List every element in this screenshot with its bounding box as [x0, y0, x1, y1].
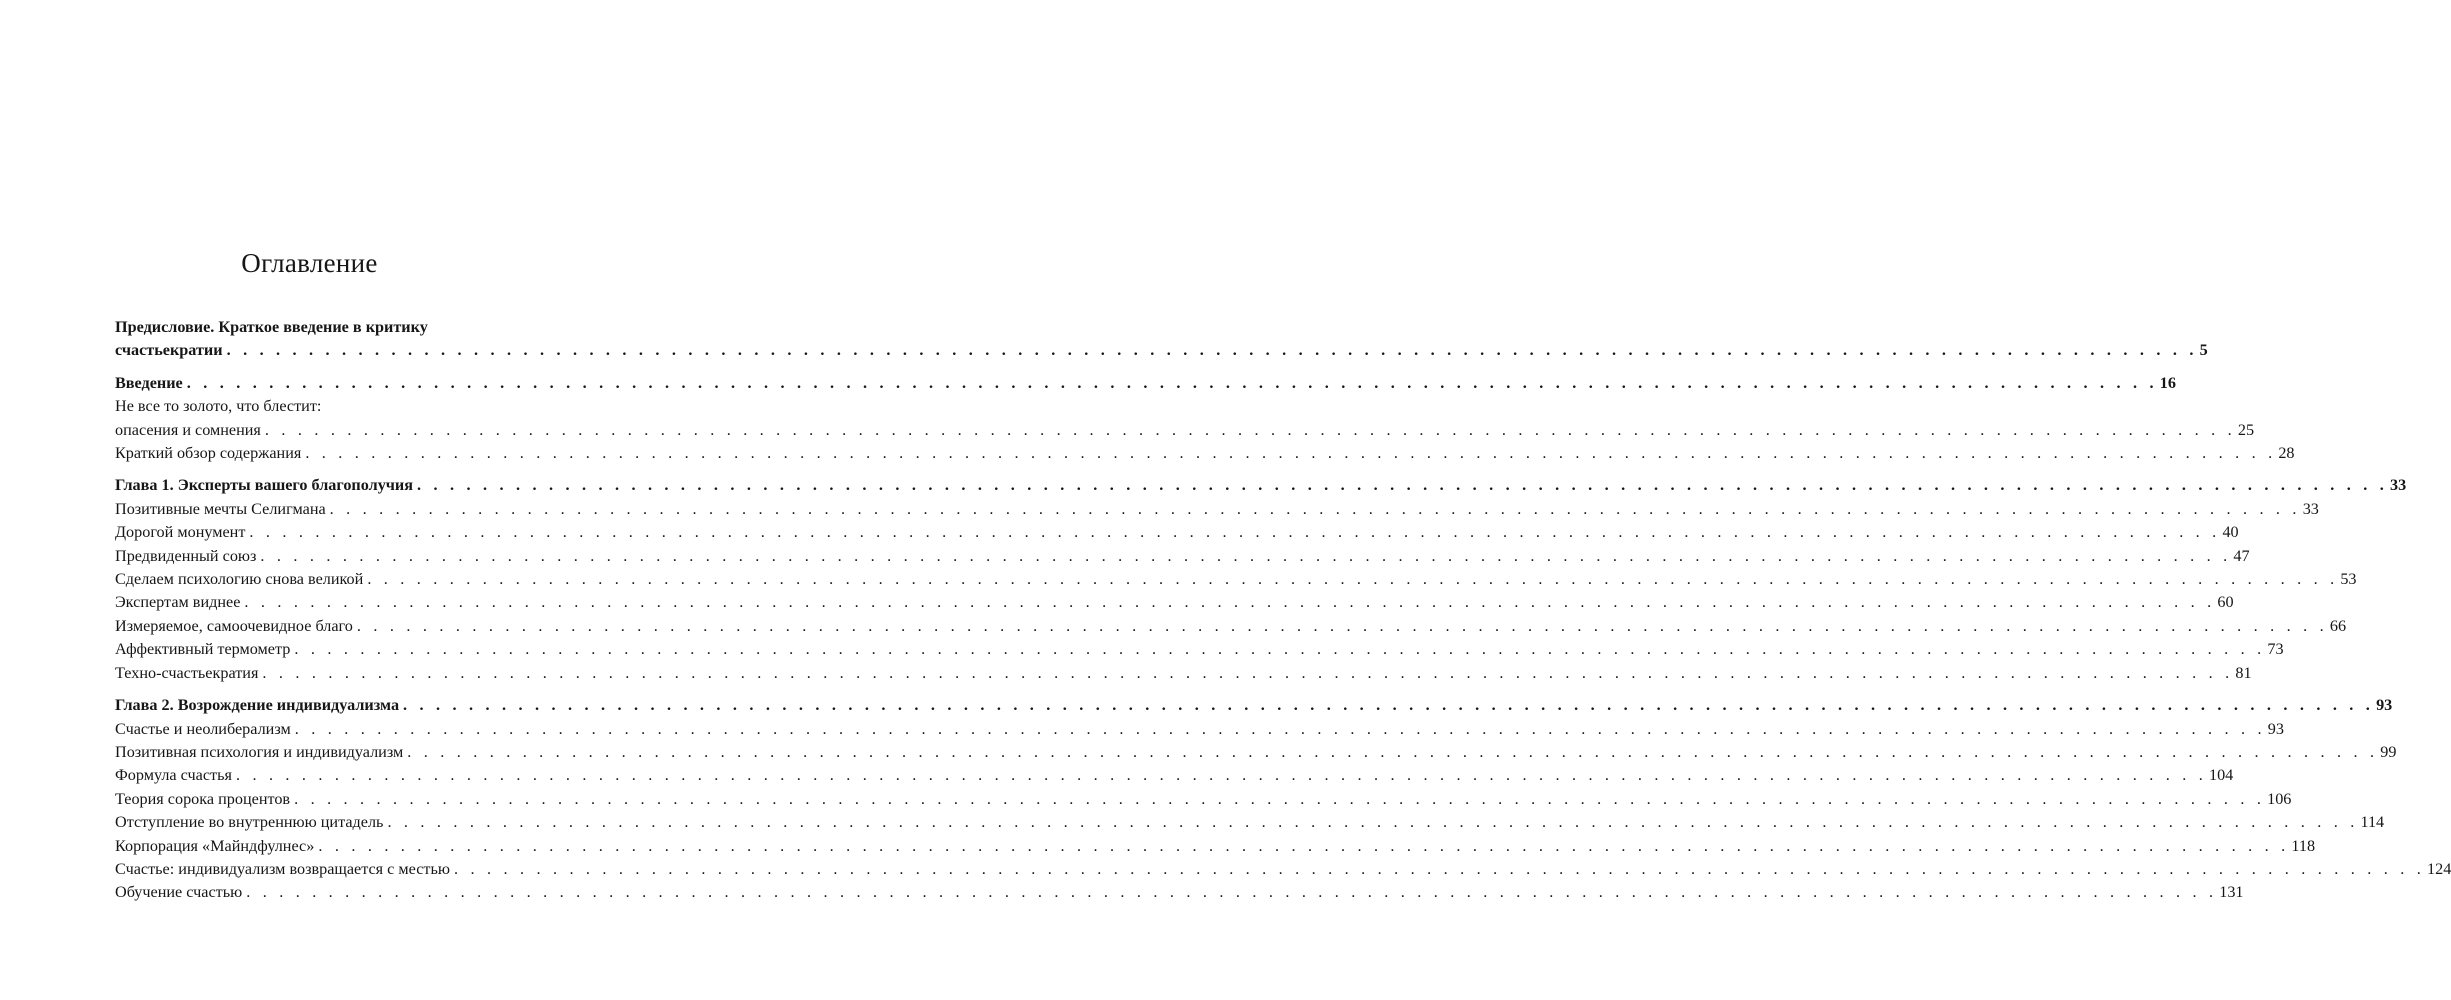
toc-page-number: 99	[2380, 742, 2397, 761]
toc-entry-line	[115, 662, 2252, 685]
toc-page-number: 25	[2237, 420, 2255, 439]
dot-leader: . . . . . . . . . . . . . . . . . . . . . . . . . . . . . . . . . . . . . . . . . . . . . . . . . . . . . . . . . . . . . . . . . . . . . . . . . . . . . . . . . . . . . . . . . . . . . . . . . . . . . . . . . . . . . . . . . . . . . . . .	[246, 883, 2218, 902]
toc-entry-line	[115, 694, 2393, 717]
toc-entry-line	[115, 718, 2284, 741]
toc-page-number: 66	[2329, 616, 2347, 635]
toc-page-number: 73	[2267, 640, 2284, 659]
toc-page-number: 47	[2233, 546, 2250, 565]
toc-page-number: 60	[2217, 593, 2234, 612]
toc-entry-title: Обучение счастью	[115, 883, 243, 902]
toc-entry-title: Не все то золото, что блестит:	[115, 397, 322, 416]
dot-leader: . . . . . . . . . . . . . . . . . . . . . . . . . . . . . . . . . . . . . . . . . . . . . . . . . . . . . . . . . . . . . . . . . . . . . . . . . . . . . . . . . . . . . . . . . . . . . . . . . . . . . . . . . . . . . . . . . . . . . . . .	[226, 341, 2198, 360]
toc-entry	[115, 442, 2295, 465]
toc-entry	[115, 395, 2255, 442]
toc-entry	[115, 591, 2234, 614]
toc-section-entry	[115, 316, 2208, 363]
toc-entry	[115, 741, 2397, 764]
toc-entry-line	[115, 591, 2234, 614]
toc-section-entry	[115, 694, 2393, 717]
toc-page-number: 28	[2278, 444, 2295, 463]
toc-entry-line	[115, 395, 527, 418]
toc-entry-title: Теория сорока процентов	[115, 789, 291, 808]
toc-section-entry	[115, 372, 2176, 395]
dot-leader: . . . . . . . . . . . . . . . . . . . . . . . . . . . . . . . . . . . . . . . . . . . . . . . . . . . . . . . . . . . . . . . . . . . . . . . . . . . . . . . . . . . . . . . . . . . . . . . . . . . . . . . . . . . . . . . . . . . . . . . .	[244, 593, 2216, 612]
toc-entry-title: счастьекратии	[115, 341, 223, 360]
toc-entry-title: Сделаем психологию снова великой	[115, 570, 364, 589]
toc-page-number: 33	[2390, 476, 2407, 495]
toc-entry-title: Позитивные мечты Селигмана	[115, 499, 326, 518]
toc-entry-title: Техно-счастьекратия	[115, 663, 259, 682]
dot-leader: . . . . . . . . . . . . . . . . . . . . . . . . . . . . . . . . . . . . . . . . . . . . . . . . . . . . . . . . . . . . . . . . . . . . . . . . . . . . . . . . . . . . . . . . . . . . . . . . . . . . . . . . . . . . . . . . . . . . . . . .	[453, 859, 2425, 878]
toc-entry-title: Позитивная психология и индивидуализм	[115, 742, 404, 761]
dot-leader: . . . . . . . . . . . . . . . . . . . . . . . . . . . . . . . . . . . . . . . . . . . . . . . . . . . . . . . . . . . . . . . . . . . . . . . . . . . . . . . . . . . . . . . . . . . . . . . . . . . . . . . . . . . . . . . . . . . . . . . .	[403, 696, 2375, 715]
toc-entry	[115, 545, 2250, 568]
toc-entry-line	[115, 811, 2385, 834]
toc-entry-line	[115, 474, 2407, 497]
toc-entry-title: Аффективный термометр	[115, 640, 291, 659]
toc-entry-title: Дорогой монумент	[115, 523, 246, 542]
toc-entry-title: Краткий обзор содержания	[115, 444, 302, 463]
toc-entry	[115, 881, 2244, 904]
toc-page-number: 40	[2222, 523, 2239, 542]
toc-page-number: 16	[2159, 373, 2176, 392]
dot-leader: . . . . . . . . . . . . . . . . . . . . . . . . . . . . . . . . . . . . . . . . . . . . . . . . . . . . . . . . . . . . . . . . . . . . . . . . . . . . . . . . . . . . . . . . . . . . . . . . . . . . . . . . . . . . . . . . . . . . . . . .	[294, 640, 2266, 659]
toc-entry-line	[115, 835, 2316, 858]
toc-entry-title: Формула счастья	[115, 766, 232, 785]
table-of-contents	[115, 316, 2451, 905]
toc-entry-title: Глава 1. Эксперты вашего благополучия	[115, 476, 414, 495]
toc-entry-line	[115, 568, 2357, 591]
toc-entry-line	[115, 881, 2244, 904]
toc-entry-line	[115, 741, 2397, 764]
toc-section-entry	[115, 474, 2407, 497]
toc-entry-line	[115, 521, 2239, 544]
toc-entry-line	[115, 764, 2234, 787]
toc-page-number: 53	[2340, 570, 2357, 589]
toc-entry-line	[115, 419, 2255, 442]
dot-leader: . . . . . . . . . . . . . . . . . . . . . . . . . . . . . . . . . . . . . . . . . . . . . . . . . . . . . . . . . . . . . . . . . . . . . . . . . . . . . . . . . . . . . . . . . . . . . . . . . . . . . . . . . . . . . . . . . . . . . . . .	[407, 742, 2379, 761]
toc-entry-title: опасения и сомнения	[115, 420, 261, 439]
toc-entry-line	[115, 442, 2295, 465]
toc-entry-title: Глава 2. Возрождение индивидуализма	[115, 696, 400, 715]
toc-entry-title: Счастье и неолиберализм	[115, 719, 291, 738]
toc-entry-title: Введение	[115, 373, 183, 392]
dot-leader: . . . . . . . . . . . . . . . . . . . . . . . . . . . . . . . . . . . . . . . . . . . . . . . . . . . . . . . . . . . . . . . . . . . . . . . . . . . . . . . . . . . . . . . . . . . . . . . . . . . . . . . . . . . . . . . . . . . . . . . .	[294, 719, 2266, 738]
toc-page-number: 93	[2267, 719, 2284, 738]
toc-page-number: 124	[2427, 859, 2451, 878]
toc-page-number: 93	[2376, 696, 2393, 715]
page-title: Оглавление	[241, 248, 378, 278]
toc-page-number: 33	[2302, 499, 2319, 518]
toc-page-number: 5	[2199, 341, 2208, 360]
dot-leader: . . . . . . . . . . . . . . . . . . . . . . . . . . . . . . . . . . . . . . . . . . . . . . . . . . . . . . . . . . . . . . . . . . . . . . . . . . . . . . . . . . . . . . . . . . . . . . . . . . . . . . . . . . . . . . . . . . . . . . . .	[387, 813, 2359, 832]
toc-entry-title: Счастье: индивидуализм возвращается с местью	[115, 859, 450, 878]
toc-page-number: 106	[2267, 789, 2292, 808]
toc-entry-title: Предисловие. Краткое введение в критику	[115, 318, 428, 336]
toc-entry	[115, 811, 2385, 834]
toc-entry-line	[115, 615, 2347, 638]
toc-entry-title: Предвиденный союз	[115, 546, 257, 565]
toc-entry-line	[115, 545, 2250, 568]
dot-leader: . . . . . . . . . . . . . . . . . . . . . . . . . . . . . . . . . . . . . . . . . . . . . . . . . . . . . . . . . . . . . . . . . . . . . . . . . . . . . . . . . . . . . . . . . . . . . . . . . . . . . . . . . . . . . . . . . . . . . . . .	[305, 444, 2277, 463]
toc-entry-title: Отступление во внутреннюю цитадель	[115, 813, 384, 832]
toc-entry	[115, 498, 2319, 521]
toc-entry	[115, 638, 2284, 661]
toc-entry-title: Измеряемое, самоочевидное благо	[115, 616, 353, 635]
toc-page-number: 81	[2235, 663, 2252, 682]
toc-entry-title: Корпорация «Майндфулнес»	[115, 836, 315, 855]
toc-entry	[115, 788, 2292, 811]
dot-leader: . . . . . . . . . . . . . . . . . . . . . . . . . . . . . . . . . . . . . . . . . . . . . . . . . . . . . . . . . . . . . . . . . . . . . . . . . . . . . . . . . . . . . . . . . . . . . . . . . . . . . . . . . . . . . . . . . . . . . . . .	[367, 570, 2339, 589]
toc-entry-line	[115, 638, 2284, 661]
toc-entry-title: Экспертам виднее	[115, 593, 241, 612]
toc-entry-line	[115, 788, 2292, 811]
toc-entry-line	[115, 339, 2208, 362]
toc-entry-line	[115, 372, 2176, 395]
toc-entry	[115, 521, 2239, 544]
toc-entry-line	[115, 316, 527, 339]
dot-leader: . . . . . . . . . . . . . . . . . . . . . . . . . . . . . . . . . . . . . . . . . . . . . . . . . . . . . . . . . . . . . . . . . . . . . . . . . . . . . . . . . . . . . . . . . . . . . . . . . . . . . . . . . . . . . . . . . . . . . . . .	[417, 476, 2389, 495]
toc-entry	[115, 662, 2252, 685]
dot-leader: . . . . . . . . . . . . . . . . . . . . . . . . . . . . . . . . . . . . . . . . . . . . . . . . . . . . . . . . . . . . . . . . . . . . . . . . . . . . . . . . . . . . . . . . . . . . . . . . . . . . . . . . . . . . . . . . . . . . . . . .	[260, 546, 2232, 565]
toc-entry	[115, 858, 2451, 881]
toc-entry-line	[115, 498, 2319, 521]
dot-leader: . . . . . . . . . . . . . . . . . . . . . . . . . . . . . . . . . . . . . . . . . . . . . . . . . . . . . . . . . . . . . . . . . . . . . . . . . . . . . . . . . . . . . . . . . . . . . . . . . . . . . . . . . . . . . . . . . . . . . . . .	[318, 836, 2290, 855]
dot-leader: . . . . . . . . . . . . . . . . . . . . . . . . . . . . . . . . . . . . . . . . . . . . . . . . . . . . . . . . . . . . . . . . . . . . . . . . . . . . . . . . . . . . . . . . . . . . . . . . . . . . . . . . . . . . . . . . . . . . . . . .	[264, 420, 2236, 439]
dot-leader: . . . . . . . . . . . . . . . . . . . . . . . . . . . . . . . . . . . . . . . . . . . . . . . . . . . . . . . . . . . . . . . . . . . . . . . . . . . . . . . . . . . . . . . . . . . . . . . . . . . . . . . . . . . . . . . . . . . . . . . .	[329, 499, 2301, 518]
toc-entry	[115, 835, 2316, 858]
dot-leader: . . . . . . . . . . . . . . . . . . . . . . . . . . . . . . . . . . . . . . . . . . . . . . . . . . . . . . . . . . . . . . . . . . . . . . . . . . . . . . . . . . . . . . . . . . . . . . . . . . . . . . . . . . . . . . . . . . . . . . . .	[249, 523, 2221, 542]
dot-leader: . . . . . . . . . . . . . . . . . . . . . . . . . . . . . . . . . . . . . . . . . . . . . . . . . . . . . . . . . . . . . . . . . . . . . . . . . . . . . . . . . . . . . . . . . . . . . . . . . . . . . . . . . . . . . . . . . . . . . . . .	[235, 766, 2207, 785]
dot-leader: . . . . . . . . . . . . . . . . . . . . . . . . . . . . . . . . . . . . . . . . . . . . . . . . . . . . . . . . . . . . . . . . . . . . . . . . . . . . . . . . . . . . . . . . . . . . . . . . . . . . . . . . . . . . . . . . . . . . . . . .	[294, 789, 2266, 808]
dot-leader: . . . . . . . . . . . . . . . . . . . . . . . . . . . . . . . . . . . . . . . . . . . . . . . . . . . . . . . . . . . . . . . . . . . . . . . . . . . . . . . . . . . . . . . . . . . . . . . . . . . . . . . . . . . . . . . . . . . . . . . .	[356, 616, 2328, 635]
toc-page-number: 104	[2208, 766, 2234, 785]
toc-page-number: 118	[2291, 836, 2316, 855]
toc-entry	[115, 718, 2284, 741]
dot-leader: . . . . . . . . . . . . . . . . . . . . . . . . . . . . . . . . . . . . . . . . . . . . . . . . . . . . . . . . . . . . . . . . . . . . . . . . . . . . . . . . . . . . . . . . . . . . . . . . . . . . . . . . . . . . . . . . . . . . . . . .	[186, 373, 2158, 392]
toc-entry	[115, 764, 2234, 787]
toc-entry-line	[115, 858, 2451, 881]
toc-page-number: 114	[2360, 813, 2385, 832]
dot-leader: . . . . . . . . . . . . . . . . . . . . . . . . . . . . . . . . . . . . . . . . . . . . . . . . . . . . . . . . . . . . . . . . . . . . . . . . . . . . . . . . . . . . . . . . . . . . . . . . . . . . . . . . . . . . . . . . . . . . . . . .	[262, 663, 2234, 682]
toc-entry	[115, 568, 2357, 591]
toc-page-number: 131	[2219, 883, 2244, 902]
toc-entry	[115, 615, 2347, 638]
